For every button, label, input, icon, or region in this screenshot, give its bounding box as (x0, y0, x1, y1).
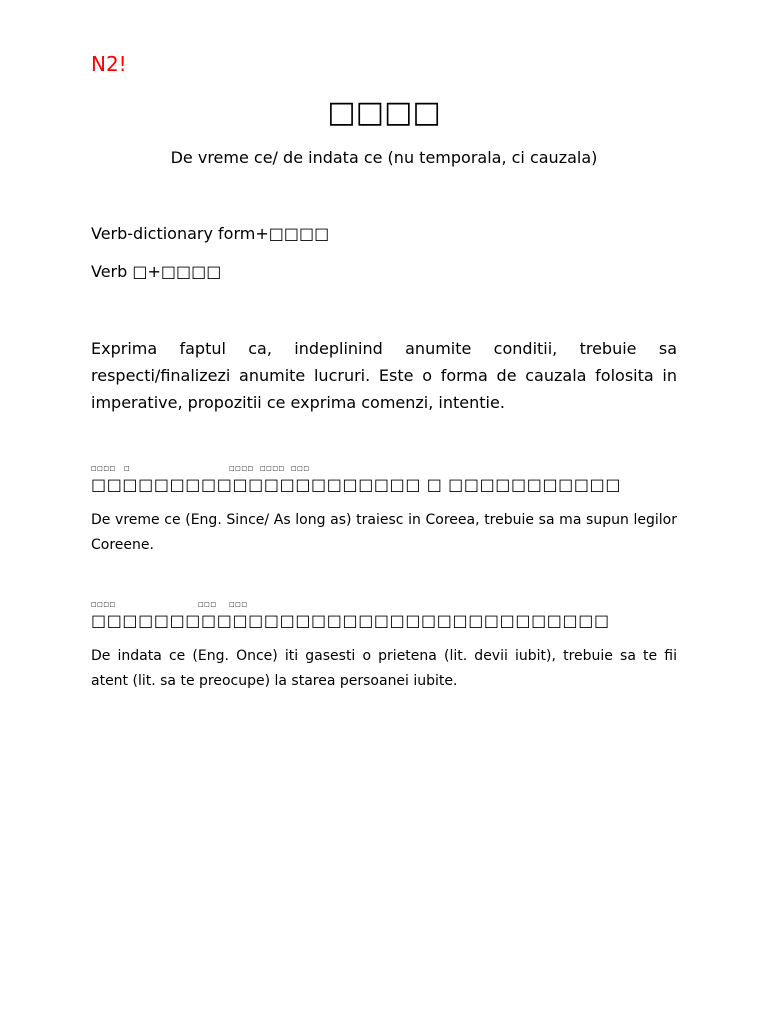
furigana: □□□□ (229, 465, 254, 472)
explanation-paragraph: Exprima faptul ca, indeplinind anumite conditii, trebuie sa respecti/finalizezi anumite lucruri. Este o forma de cauzala folosita in imperative, propozitii ce exprima comenzi, intentie. (91, 339, 677, 412)
pattern-dictionary-form: Verb-dictionary form+□□□□ (91, 224, 330, 243)
grammar-title: □□□□ (327, 95, 441, 130)
example-1-translation: De vreme ce (Eng. Since/ As long as) traiesc in Coreea, trebuie sa ma supun legilor Coreene. (91, 512, 677, 553)
example-1-japanese: □□□□□□□□□□□□□□□□□□□□□ □ □□□□□□□□□□□ (91, 475, 622, 494)
furigana: □□□□ (260, 465, 285, 472)
furigana: □ (124, 465, 131, 472)
example-2-translation: De indata ce (Eng. Once) iti gasesti o prietena (lit. devii iubit), trebuie sa te fii atent (lit. sa te preocupe) la starea persoanei iubite. (91, 648, 677, 689)
level-tag: N2! (91, 52, 127, 76)
furigana: □□□□ (91, 465, 116, 472)
example-2-japanese: □□□□□□□□□□□□□□□□□□□□□□□□□□□□□□□□□ (91, 611, 610, 630)
grammar-meaning: De vreme ce/ de indata ce (nu temporala, ci cauzala) (170, 148, 598, 167)
furigana: □□□□ (91, 601, 116, 608)
furigana: □□□ (291, 465, 310, 472)
furigana: □□□ (198, 601, 217, 608)
furigana: □□□ (229, 601, 248, 608)
pattern-verb-ta: Verb □+□□□□ (91, 262, 222, 281)
